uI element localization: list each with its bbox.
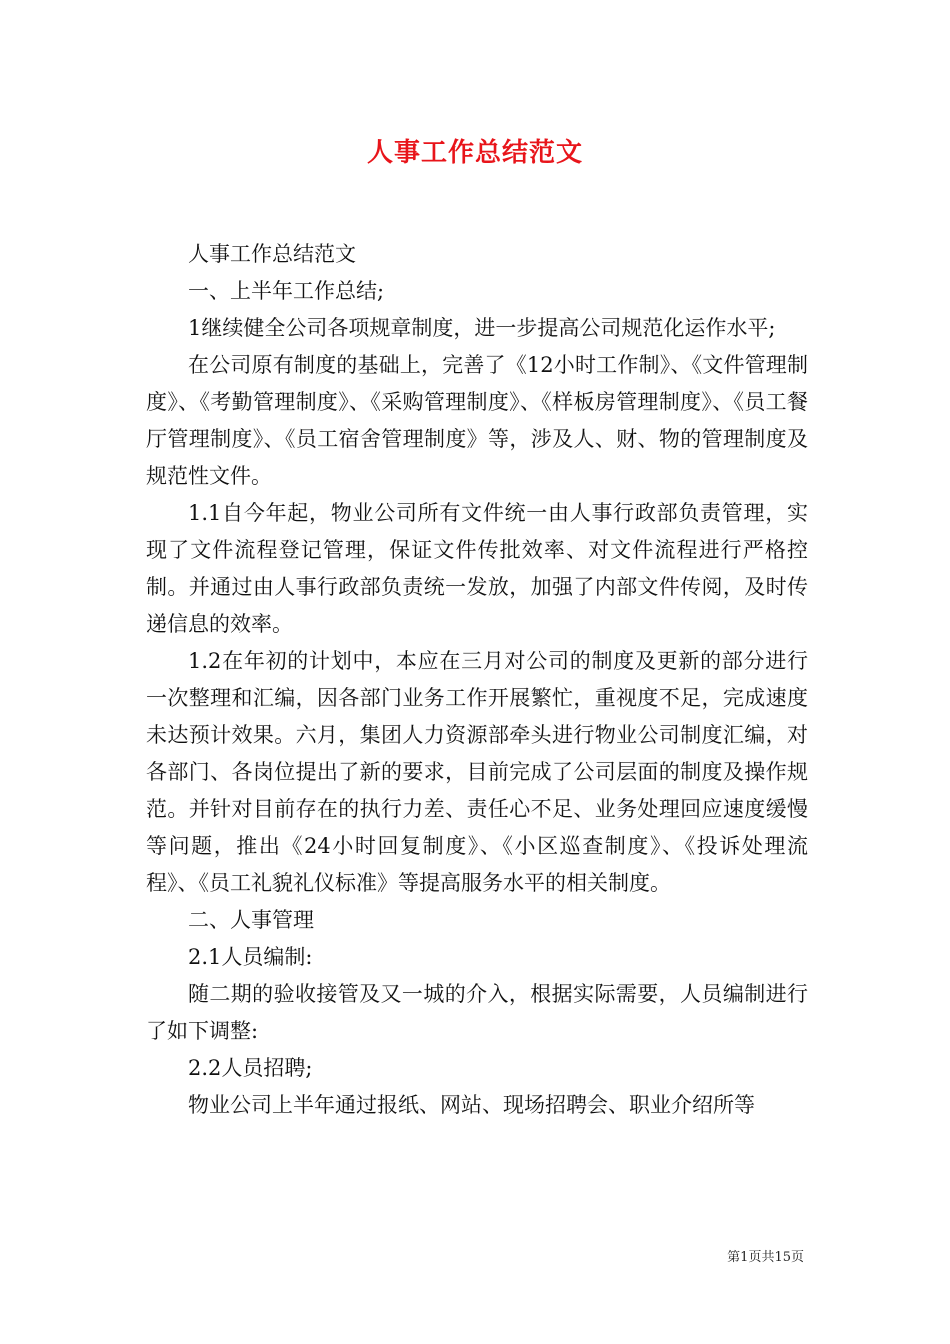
subsection-heading: 2.2人员招聘; (188, 1056, 313, 1080)
paragraph: 随二期的验收接管及又一城的介入，根据实际需要，人员编制进行了如下调整: (146, 982, 808, 1043)
document-body (146, 236, 808, 1124)
page-number: 第1页共15页 (727, 1250, 804, 1265)
document-title: 人事工作总结范文 (366, 138, 583, 168)
paragraph-heading: 人事工作总结范文 (188, 242, 356, 266)
section-heading-1: 一、上半年工作总结; (188, 279, 385, 303)
section-heading-2: 二、人事管理 (188, 908, 314, 932)
paragraph: 在公司原有制度的基础上，完善了《12小时工作制》、《文件管理制度》、《考勤管理制度》、《采购管理制度》、《样板房管理制度》、《员工餐厅管理制度》、《员工宿舍管理制度》等，涉及人、财、物的管理制度及规范性文件。 (146, 353, 808, 488)
paragraph: 1.2在年初的计划中，本应在三月对公司的制度及更新的部分进行一次整理和汇编，因各部门业务工作开展繁忙，重视度不足，完成速度未达预计效果。六月，集团人力资源部牵头进行物业公司制度汇编，对各部门、各岗位提出了新的要求，目前完成了公司层面的制度及操作规范。并针对目前存在的执行力差、责任心不足、业务处理回应速度缓慢等问题，推出《24小时回复制度》、《小区巡查制度》、《投诉处理流程》、《员工礼貌礼仪标准》等提高服务水平的相关制度。 (146, 649, 808, 895)
subsection-heading: 2.1人员编制: (188, 945, 313, 969)
paragraph: 1继续健全公司各项规章制度，进一步提高公司规范化运作水平; (188, 316, 776, 340)
paragraph: 1.1自今年起，物业公司所有文件统一由人事行政部负责管理，实现了文件流程登记管理，保证文件传批效率、对文件流程进行严格控制。并通过由人事行政部负责统一发放，加强了内部文件传阅，及时传递信息的效率。 (146, 501, 808, 636)
paragraph: 物业公司上半年通过报纸、网站、现场招聘会、职业介绍所等 (188, 1093, 755, 1117)
